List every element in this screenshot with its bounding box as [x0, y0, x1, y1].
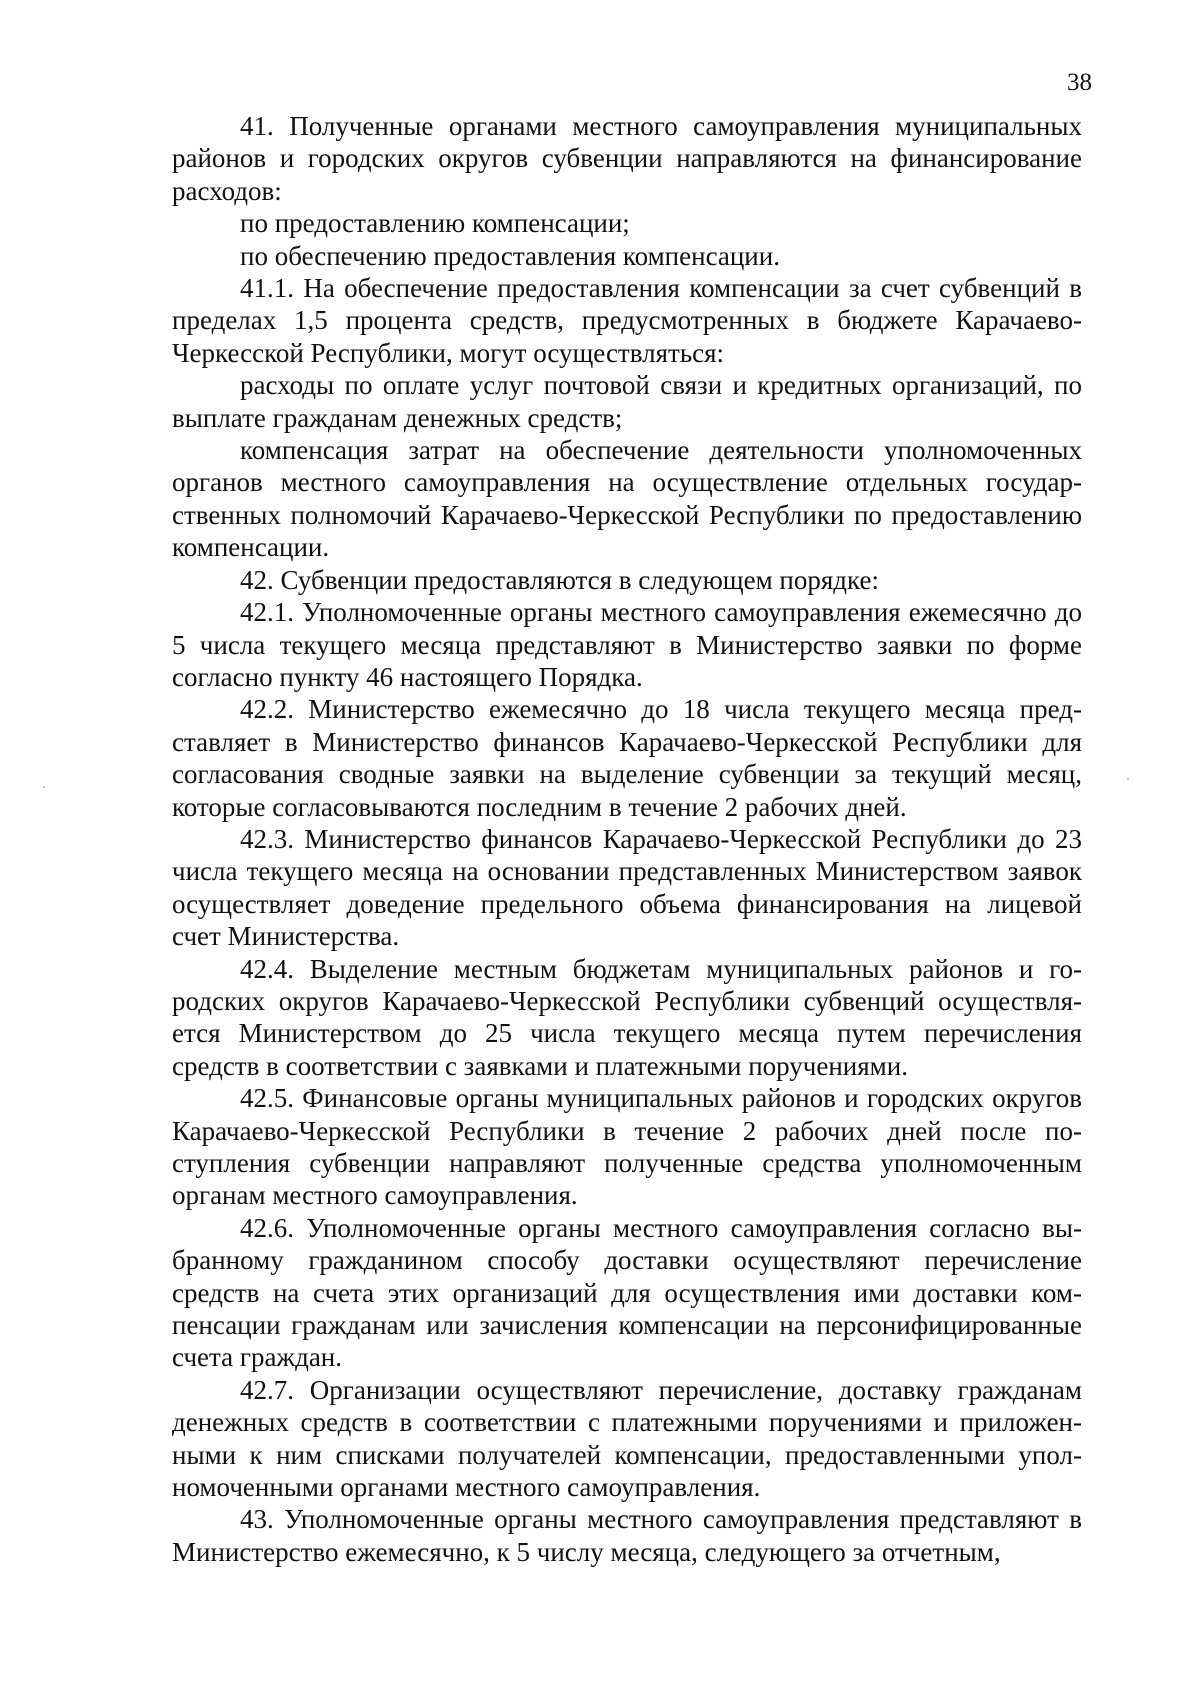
paragraph-42-2: 42.2. Министерство ежемесячно до 18 числа текущего месяца представляет в Министерство финансов Карачаево-Черкесской Республики для согласования сводные заявки на выделение субвенции за текущий месяц, которые согласовываются последним в течение 2 рабочих дней. — [172, 694, 1082, 822]
paragraph-41-item-compensation: по предоставлению компенсации; — [240, 208, 630, 239]
paragraph-41-1-item-costs: компенсация затрат на обеспечение деятельности уполномоченных органов местного самоуправления на осуществление отдельных государственных полномочий Карачаево-Черкесской Республики по предоставлению компенсации. — [172, 435, 1082, 563]
paragraph-42-3: 42.3. Министерство финансов Карачаево-Черкесской Республики до 23 числа текущего месяца на основании представленных Министерством заявок осуществляет доведение предельного объема финансирования на лицевой счет Министерства. — [172, 823, 1082, 952]
paragraph-42-7: 42.7. Организации осуществляют перечисление, доставку гражданам денежных средств в соответствии с платежными поручениями и приложенными к ним списками получателей компенсации, предоставленными уполномоченными органами местного самоуправления. — [172, 1374, 1082, 1503]
paragraph-43: 43. Уполномоченные органы местного самоуправления представляют в Министерство ежемесячно, к 5 числу месяца, следующего за отчетным, — [172, 1504, 1082, 1567]
paragraph-42-5: 42.5. Финансовые органы муниципальных районов и городских округов Карачаево-Черкесской Республики в течение 2 рабочих дней после поступления субвенции направляют полученные средства уполномоченным органам местного самоуправления. — [172, 1083, 1082, 1211]
paragraph-42-6: 42.6. Уполномоченные органы местного самоуправления согласно выбранному гражданином способу доставки осуществляют перечисление средств на счета этих организаций для осуществления ими доставки компенсации гражданам или зачисления компенсации на персонифицированные счета граждан. — [172, 1212, 1082, 1373]
paragraph-41-item-provision: по обеспечению предоставления компенсации. — [240, 240, 780, 271]
page-number: 38 — [1067, 69, 1092, 96]
paragraph-42-1: 42.1. Уполномоченные органы местного самоуправления ежемесячно до 5 числа текущего месяца представляют в Министерство заявки по форме согласно пункту 46 настоящего Порядка. — [172, 597, 1082, 692]
document-body — [172, 110, 1082, 1568]
paragraph-41: 41. Полученные органами местного самоуправления муниципальных районов и городских округов субвенции направляются на финансирование расходов: — [172, 111, 1082, 206]
scan-speck-left — [43, 786, 45, 788]
scan-speck-right — [1127, 778, 1129, 780]
paragraph-42: 42. Субвенции предоставляются в следующем порядке: — [240, 564, 879, 595]
paragraph-41-1-item-postal: расходы по оплате услуг почтовой связи и кредитных организаций, по выплате гражданам денежных средств; — [172, 370, 1082, 433]
paragraph-42-4: 42.4. Выделение местным бюджетам муниципальных районов и городских округов Карачаево-Черкесской Республики субвенций осуществляется Министерством до 25 числа текущего месяца путем перечисления средств в соответствии с заявками и платежными поручениями. — [172, 953, 1082, 1081]
paragraph-41-1: 41.1. На обеспечение предоставления компенсации за счет субвенций в пределах 1,5 процента средств, предусмотренных в бюджете Карачаево-Черкесской Республики, могут осуществляться: — [172, 273, 1082, 368]
